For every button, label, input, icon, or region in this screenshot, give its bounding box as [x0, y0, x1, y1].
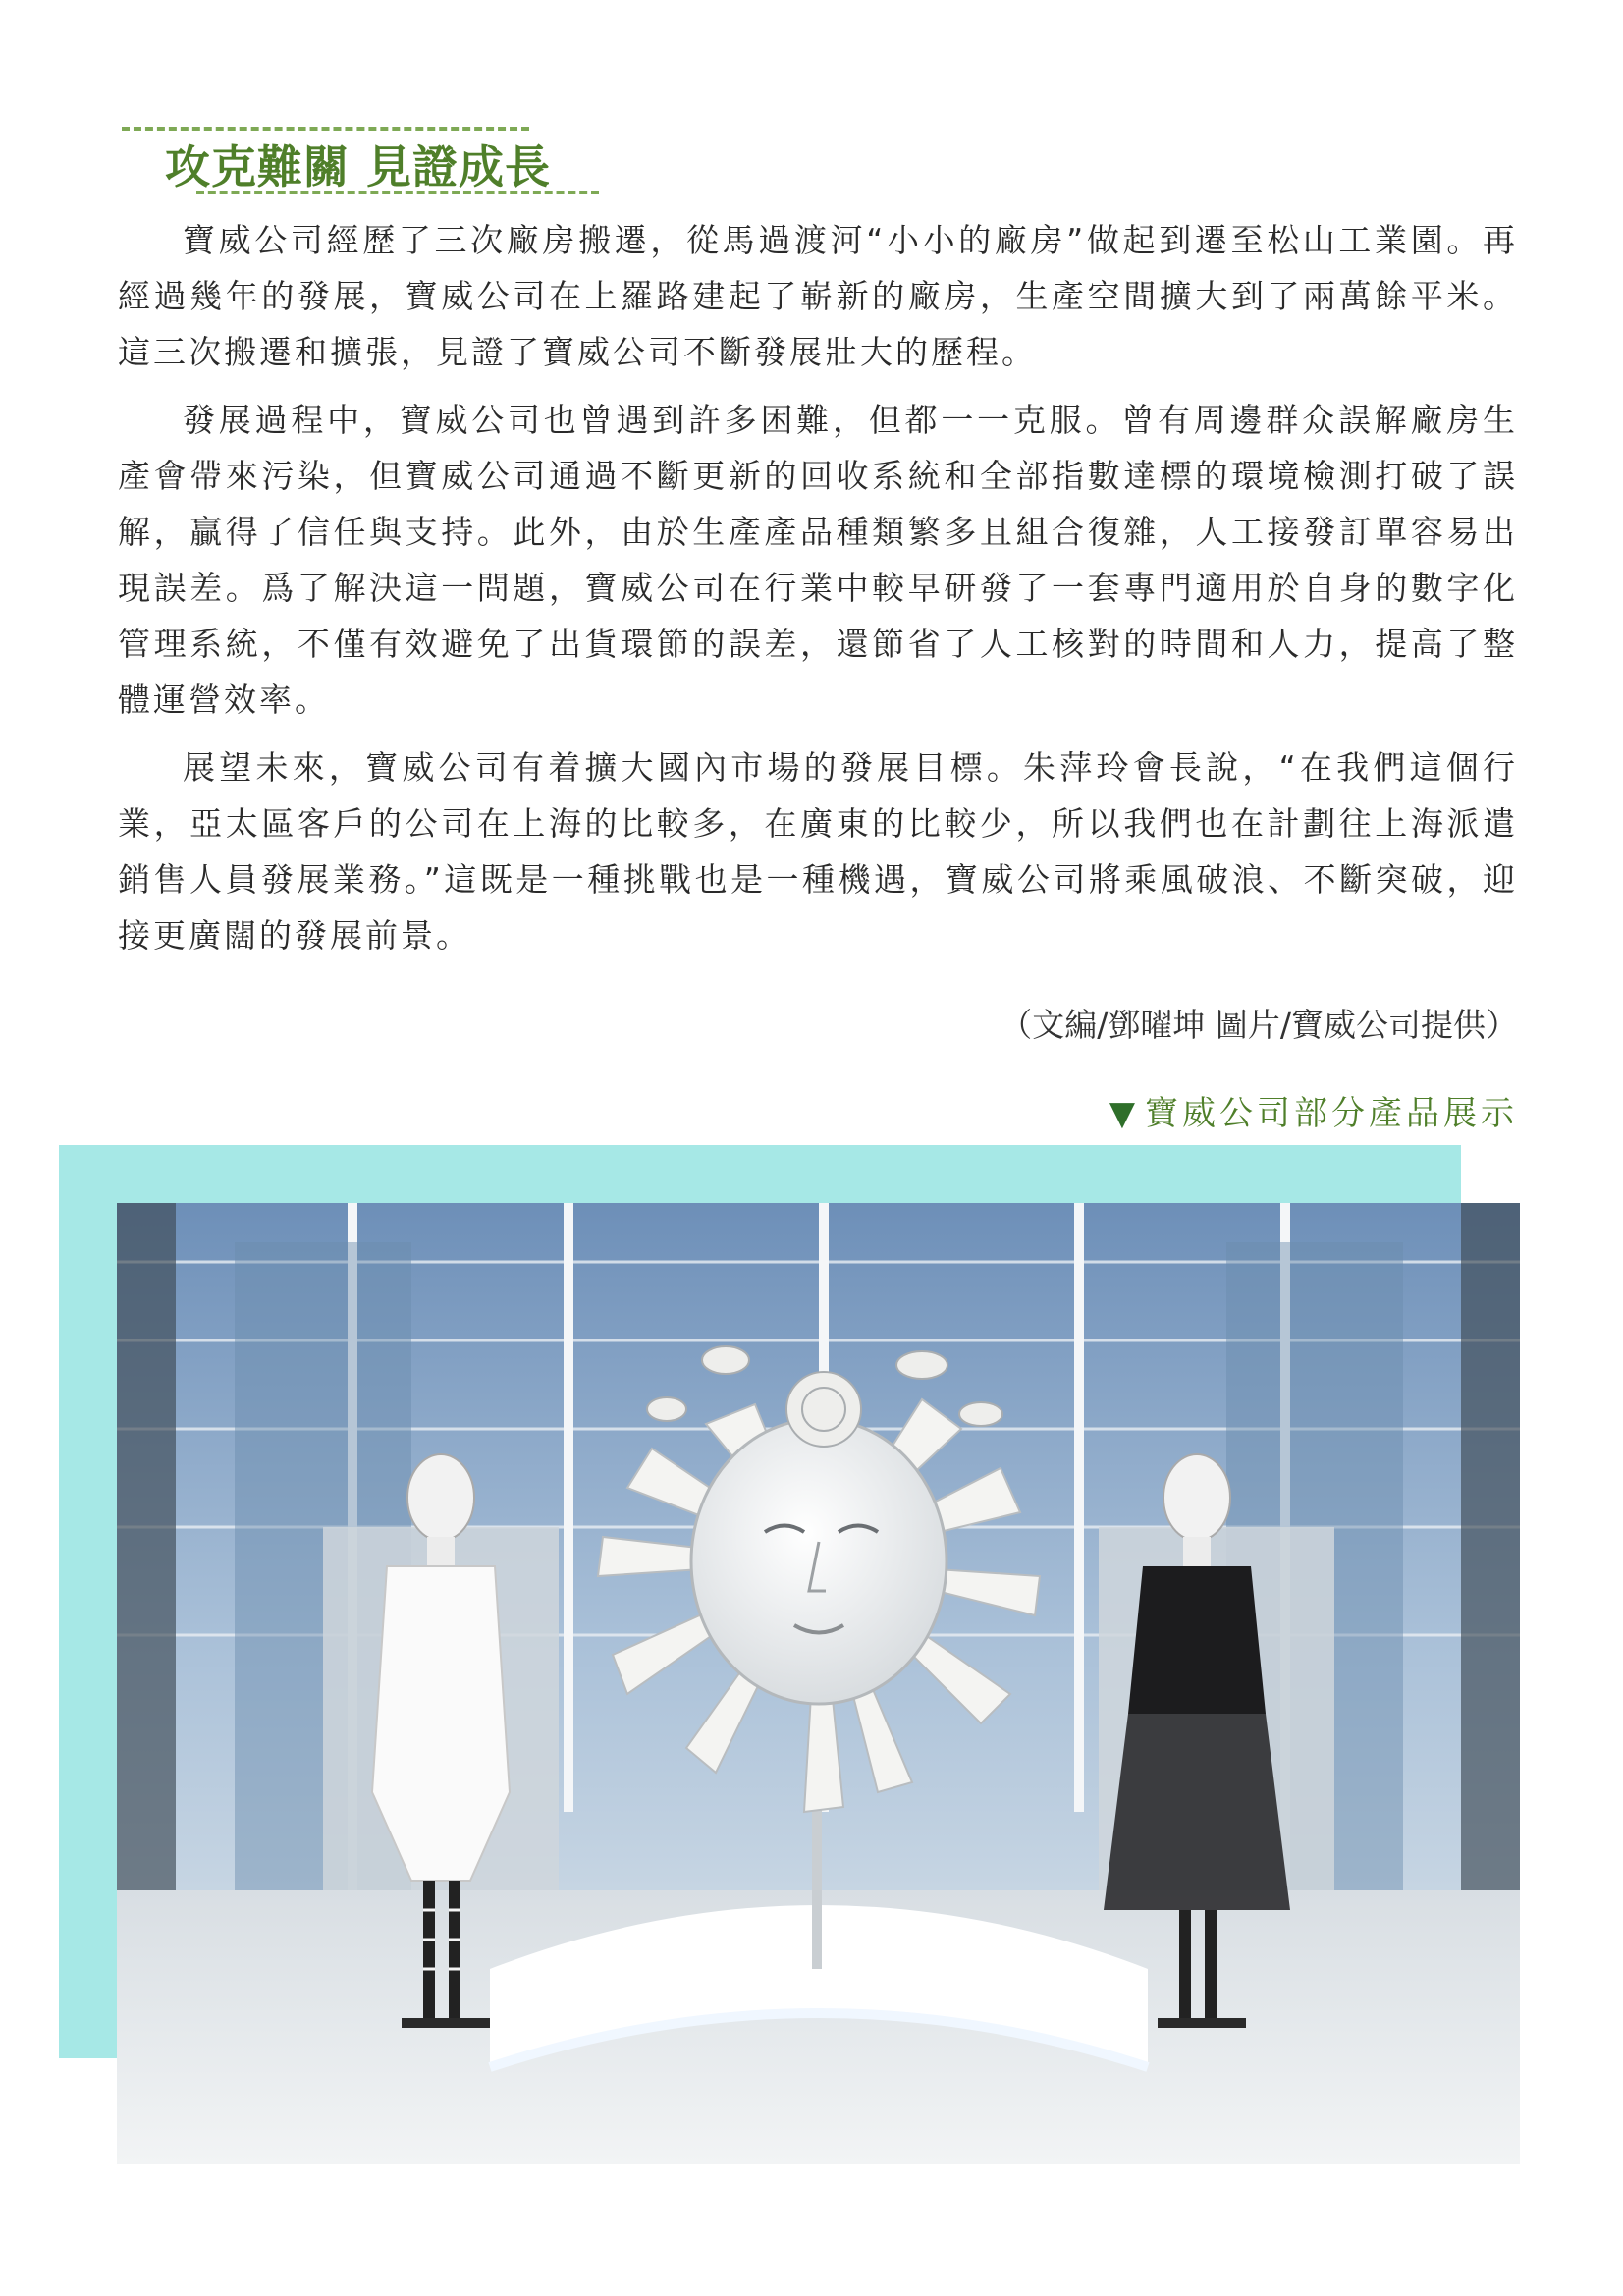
heading-dashed-line-bottom	[196, 191, 599, 194]
article-body	[118, 212, 1518, 975]
paragraph-1: 寶威公司經歷了三次廠房搬遷，從馬過渡河“小小的廠房”做起到遷至松山工業園。再經過幾年的發展，寶威公司在上羅路建起了嶄新的廠房，生產空間擴大到了兩萬餘平米。這三次搬遷和擴張，見證了寶威公司不斷發展壯大的歷程。	[118, 221, 1518, 371]
photo-credit: （文編/鄧曜坤 圖片/寶威公司提供）	[1000, 1006, 1518, 1044]
section-heading: 攻克難關 見證成長	[165, 140, 552, 193]
section-heading-block	[118, 116, 609, 204]
paragraph-3: 展望未來，寶威公司有着擴大國內市場的發展目標。朱萍玲會長說，“在我們這個行業，亞太區客戶的公司在上海的比較多，在廣東的比較少，所以我們也在計劃往上海派遣銷售人員發展業務。”這既是一種挑戰也是一種機遇，寶威公司將乘風破浪、不斷突破，迎接更廣闊的發展前景。	[118, 748, 1518, 955]
paragraph-2: 發展過程中，寶威公司也曾遇到許多困難，但都一一克服。曾有周邊群众誤解廠房生產會帶來污染，但寶威公司通過不斷更新的回收系統和全部指數達標的環境檢測打破了誤解，贏得了信任與支持。此外，由於生產產品種類繁多且組合復雜，人工接發訂單容易出現誤差。爲了解決這一問題，寶威公司在行業中較早研發了一套專門適用於自身的數字化管理系統，不僅有效避免了出貨環節的誤差，還節省了人工核對的時間和人力，提高了整體運營效率。	[118, 401, 1518, 719]
triangle-down-icon: ▼	[1109, 1094, 1139, 1133]
heading-dashed-line-top	[122, 127, 529, 131]
product-display-photo	[117, 1203, 1520, 2164]
caption-text: 寶威公司部分產品展示	[1145, 1094, 1518, 1133]
photo-caption	[1109, 1086, 1518, 1134]
